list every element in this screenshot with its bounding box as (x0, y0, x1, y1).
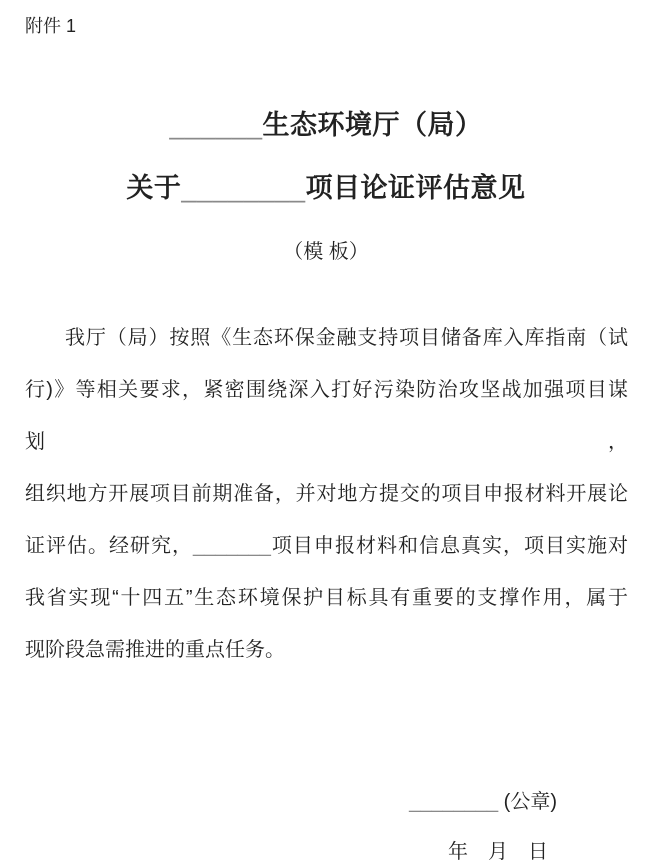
subtitle-template-label: （模 板） (283, 240, 369, 263)
body-line (25, 520, 628, 572)
attachment-label: 附件 1 (25, 16, 77, 36)
title-blank-underline: ________ (181, 172, 306, 203)
date-line: 年 月 日 (448, 840, 548, 863)
seal-line (0, 788, 652, 816)
body-line: 现阶段急需推进的重点任务。 (25, 638, 285, 661)
body-line: 行)》等相关要求，紧密围绕深入打好污染防治攻坚战加强项目谋划， (25, 378, 628, 453)
document-title-line-2 (0, 171, 652, 206)
body-line: 组织地方开展项目前期准备，并对地方提交的项目申报材料开展论 (25, 482, 628, 505)
document-page (0, 16, 652, 863)
body-line: 我厅（局）按照《生态环保金融支持项目储备库入库指南（试 (65, 326, 628, 349)
seal-blank-underline: ________ (409, 790, 499, 813)
body-blank-underline: _______ (193, 534, 271, 557)
title-line-2-suffix: 项目论证评估意见 (305, 172, 526, 203)
title-line-1-text: 生态环境厅（局） (262, 109, 483, 140)
title-blank-underline: ______ (169, 109, 263, 140)
document-title-line-1 (0, 108, 652, 143)
body-line-4-post: 项目申报材料和信息真实，项目实施对 (270, 534, 629, 557)
body-line-4-pre: 证评估。经研究， (25, 534, 194, 557)
title-line-2-prefix: 关于 (126, 172, 182, 203)
body-line: 我省实现“十四五”生态环境保护目标具有重要的支撑作用，属于 (25, 586, 628, 609)
body-paragraph (25, 312, 628, 676)
seal-label: (公章) (503, 790, 557, 813)
